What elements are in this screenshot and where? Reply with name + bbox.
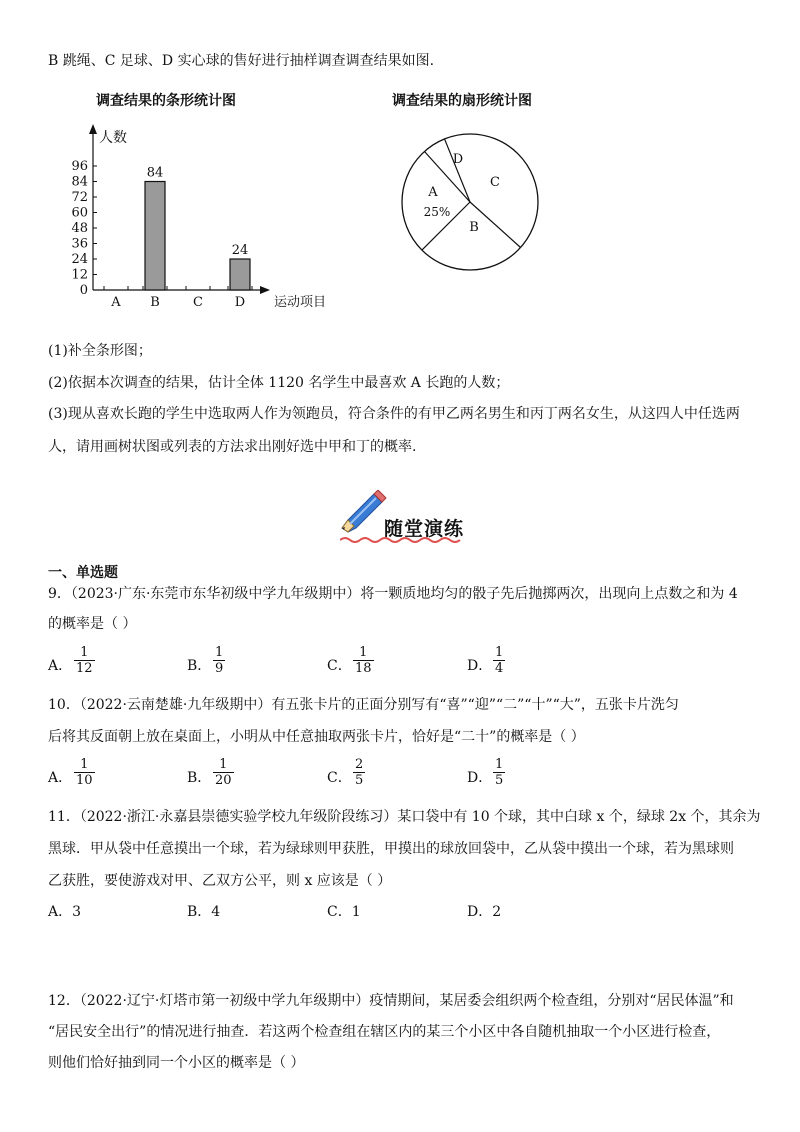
- intro-text: B 跳绳、C 足球、D 实心球的售好进行抽样调查调查结果如图.: [48, 53, 435, 69]
- x-axis-label: 运动项目: [274, 295, 327, 310]
- pie-label-d: D: [452, 152, 464, 167]
- q11-option-b[interactable]: B．4: [187, 904, 221, 920]
- x-tick-label-a: A: [111, 295, 121, 310]
- bar-chart-title: 调查结果的条形统计图: [96, 93, 236, 109]
- q11-option-d[interactable]: D．2: [467, 904, 502, 920]
- pie-label-b: B: [469, 220, 479, 235]
- q10-option-a[interactable]: A．: [48, 770, 73, 786]
- bar-label-b: 84: [146, 165, 164, 181]
- numerator: 1: [495, 757, 504, 772]
- q10-option-c-fraction: [353, 757, 365, 788]
- question-part-3-line-2: 人，请用画树状图或列表的方法求出刚好选中甲和丁的概率.: [48, 439, 417, 455]
- q12-line-3: 则他们恰好抽到同一个小区的概率是（ ）: [48, 1055, 305, 1071]
- pie-label-c: C: [490, 175, 500, 190]
- bar-d: [230, 259, 250, 290]
- q10-line-1: 10．（2022·云南楚雄·九年级期中）有五张卡片的正面分别写有“喜”“迎”“二”“十”“大”，五张卡片洗匀: [48, 697, 679, 713]
- banner-title: 随堂演练: [384, 518, 465, 540]
- q9-option-a[interactable]: A．: [48, 658, 73, 674]
- question-part-3-line-1: (3)现从喜欢长跑的学生中选取两人作为领跑员，符合条件的有甲乙两名男生和丙丁两名女生，从这四人中任选两: [48, 406, 740, 422]
- q12-line-2: “居民安全出行”的情况进行抽查．若这两个检查组在辖区内的某三个小区中各自随机抽取一个小区进行检查，: [48, 1024, 721, 1040]
- q9-option-d-fraction: [493, 645, 505, 676]
- q9-line-1: 9．（2023·广东·东莞市东华初级中学九年级期中）将一颗质地均匀的骰子先后抛掷两次，出现向上点数之和为 4: [48, 586, 738, 602]
- denominator: 5: [495, 773, 504, 788]
- q10-option-c[interactable]: C．: [327, 770, 352, 786]
- denominator: 4: [495, 661, 504, 676]
- q9-option-b[interactable]: B．: [187, 658, 212, 674]
- numerator: 1: [219, 757, 228, 772]
- q11-line-2: 黑球．甲从袋中任意摸出一个球，若为绿球则甲获胜，甲摸出的球放回袋中，乙从袋中摸出一个球，若为黑球则: [48, 841, 734, 857]
- y-axis-arrow: [89, 124, 97, 134]
- numerator: 1: [80, 757, 89, 772]
- q9-option-c[interactable]: C．: [327, 658, 352, 674]
- q10-option-b-fraction: [213, 757, 234, 788]
- q9-option-a-fraction: [74, 645, 95, 676]
- q12-line-1: 12．（2022·辽宁·灯塔市第一初级中学九年级期中）疫情期间，某居委会组织两个检查组，分别对“居民体温”和: [48, 993, 734, 1009]
- y-tick-label: 0: [79, 283, 88, 298]
- y-tick-label: 96: [71, 159, 88, 174]
- x-tick-label-d: D: [234, 295, 246, 310]
- denominator: 10: [76, 773, 93, 788]
- q10-option-a-fraction: [74, 757, 95, 788]
- q9-option-c-fraction: [353, 645, 374, 676]
- bar-label-d: 24: [231, 243, 249, 258]
- q10-option-d[interactable]: D．: [467, 770, 493, 786]
- denominator: 20: [215, 773, 232, 788]
- y-tick-label: 72: [71, 190, 88, 205]
- pie-chart-title: 调查结果的扇形统计图: [392, 93, 532, 109]
- pie-percent-a: 25%: [423, 205, 451, 219]
- y-tick-label: 48: [71, 221, 88, 236]
- denominator: 18: [355, 661, 372, 676]
- numerator: 1: [359, 645, 368, 660]
- bar-b: [145, 182, 165, 291]
- x-axis-arrow: [260, 286, 270, 294]
- denominator: 12: [76, 661, 93, 676]
- pie-chart: [395, 130, 545, 275]
- denominator: 9: [215, 661, 224, 676]
- y-tick-label: 36: [71, 236, 88, 252]
- q11-line-3: 乙获胜，要使游戏对甲、乙双方公平，则 x 应该是（ ）: [48, 873, 392, 889]
- question-part-1: (1)补全条形图；: [48, 343, 152, 359]
- q10-option-d-fraction: [493, 757, 505, 788]
- numerator: 1: [80, 645, 89, 660]
- numerator: 1: [495, 645, 504, 660]
- section-title: 一、单选题: [48, 565, 118, 581]
- y-axis-label: 人数: [99, 130, 127, 146]
- q9-option-b-fraction: [213, 645, 225, 676]
- y-tick-label: 84: [71, 174, 88, 190]
- x-tick-label-c: C: [193, 295, 203, 310]
- y-tick-label: 12: [71, 267, 88, 283]
- y-tick-label: 60: [71, 205, 88, 221]
- denominator: 5: [355, 773, 364, 788]
- q9-line-2: 的概率是（ ）: [48, 616, 137, 632]
- q11-line-1: 11．（2022·浙江·永嘉县崇德实验学校九年级阶段练习）某口袋中有 10 个球，其中白球 x 个，绿球 2x 个，其余为: [48, 809, 761, 825]
- q11-option-a[interactable]: A．3: [48, 904, 82, 920]
- pencil-icon: [338, 490, 388, 534]
- q9-option-d[interactable]: D．: [467, 658, 493, 674]
- numerator: 1: [215, 645, 224, 660]
- bar-chart: [50, 118, 360, 318]
- y-tick-label: 24: [71, 252, 88, 267]
- banner-underline: [340, 536, 464, 544]
- question-part-2: (2)依据本次调查的结果，估计全体 1120 名学生中最喜欢 A 长跑的人数；: [48, 375, 510, 391]
- x-tick-label-b: B: [150, 295, 160, 310]
- q10-line-2: 后将其反面朝上放在桌面上，小明从中任意抽取两张卡片，恰好是“二十”的概率是（ ）: [48, 729, 585, 745]
- q11-option-c[interactable]: C．1: [327, 904, 361, 920]
- q10-option-b[interactable]: B．: [187, 770, 212, 786]
- numerator: 2: [355, 757, 364, 772]
- pie-label-a: A: [428, 185, 438, 200]
